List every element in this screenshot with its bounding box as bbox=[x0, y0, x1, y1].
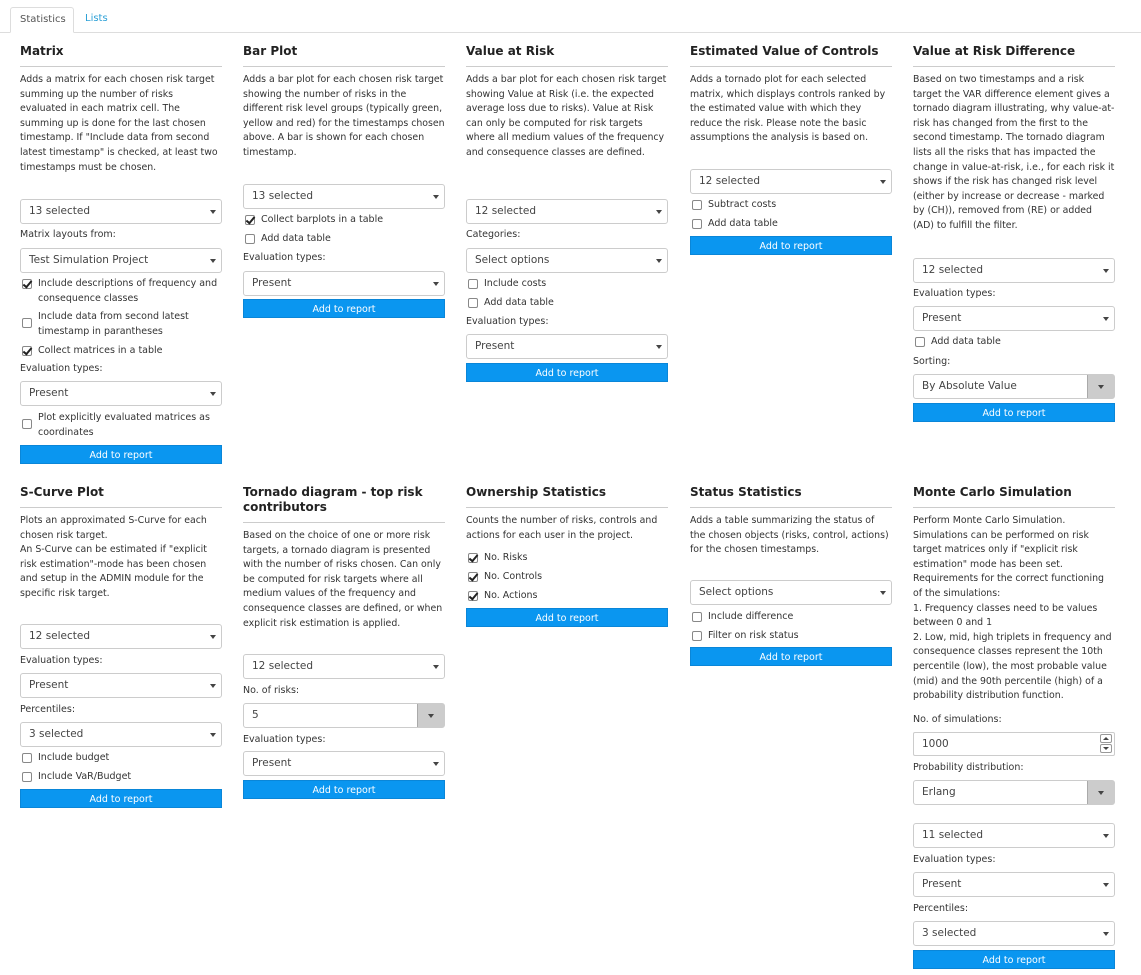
percentiles-label: Percentiles: bbox=[20, 704, 76, 715]
checkbox-checked-icon[interactable] bbox=[22, 346, 32, 356]
risk-targets-select[interactable]: 12 selected bbox=[466, 199, 668, 224]
sorting-label: Sorting: bbox=[913, 356, 951, 367]
matrix-layouts-label: Matrix layouts from: bbox=[20, 229, 116, 240]
collect-barplots-checkbox[interactable]: Collect barplots in a table bbox=[243, 213, 383, 228]
tornado-diagram-card bbox=[243, 485, 445, 805]
evaluation-types-label: Evaluation types: bbox=[20, 655, 103, 666]
card-title: Estimated Value of Controls bbox=[690, 44, 892, 67]
tab-lists[interactable]: Lists bbox=[85, 13, 108, 24]
no-actions-checkbox[interactable]: No. Actions bbox=[466, 589, 538, 604]
no-controls-checkbox[interactable]: No. Controls bbox=[466, 570, 542, 585]
chevron-down-icon bbox=[880, 591, 886, 595]
checkbox-icon[interactable] bbox=[245, 234, 255, 244]
evaluation-types-select[interactable]: Present bbox=[913, 306, 1115, 331]
checkbox-checked-icon[interactable] bbox=[245, 215, 255, 225]
chevron-down-icon bbox=[433, 665, 439, 669]
card-description: Plots an approximated S-Curve for each chosen risk target. An S-Curve can be estimated if "explicit risk estimation"-mode has been chosen and setup in the ADMIN module for the specific risk target. bbox=[20, 515, 207, 599]
include-costs-checkbox[interactable]: Include costs bbox=[466, 277, 546, 292]
no-of-simulations-input[interactable]: 1000 bbox=[913, 732, 1115, 756]
risk-targets-select[interactable]: 12 selected bbox=[20, 624, 222, 649]
card-title: Value at Risk Difference bbox=[913, 44, 1115, 67]
ownership-statistics-card bbox=[466, 485, 668, 630]
include-descriptions-checkbox[interactable]: Include descriptions of frequency and consequence classes bbox=[20, 277, 222, 306]
checkbox-checked-icon[interactable] bbox=[468, 572, 478, 582]
add-to-report-button[interactable]: Add to report bbox=[20, 789, 222, 808]
chevron-down-icon bbox=[1103, 932, 1109, 936]
monte-carlo-simulation-card bbox=[913, 485, 1115, 970]
estimated-value-of-controls-card bbox=[690, 44, 892, 264]
risk-targets-select[interactable]: 12 selected bbox=[913, 258, 1115, 283]
value-at-risk-difference-card bbox=[913, 44, 1115, 424]
chevron-down-icon bbox=[433, 195, 439, 199]
checkbox-icon[interactable] bbox=[22, 753, 32, 763]
add-to-report-button[interactable]: Add to report bbox=[690, 647, 892, 666]
include-var-budget-checkbox[interactable]: Include VaR/Budget bbox=[20, 770, 131, 785]
evaluation-types-select[interactable]: Present bbox=[20, 381, 222, 406]
evaluation-types-select[interactable]: Present bbox=[466, 334, 668, 359]
card-description: Adds a table summarizing the status of the chosen objects (risks, control, actions) for the chosen timestamps. bbox=[690, 515, 889, 556]
evaluation-types-label: Evaluation types: bbox=[913, 854, 996, 865]
chevron-down-icon bbox=[210, 259, 216, 263]
probability-distribution-label: Probability distribution: bbox=[913, 762, 1024, 773]
checkbox-icon[interactable] bbox=[692, 219, 702, 229]
chevron-down-icon bbox=[428, 714, 434, 718]
card-title: Value at Risk bbox=[466, 44, 668, 67]
chevron-down-icon bbox=[1098, 791, 1104, 795]
subtract-costs-checkbox[interactable]: Subtract costs bbox=[690, 198, 776, 213]
add-to-report-button[interactable]: Add to report bbox=[466, 363, 668, 382]
chevron-down-icon bbox=[656, 345, 662, 349]
tab-statistics[interactable]: Statistics bbox=[10, 7, 74, 33]
card-description: Adds a bar plot for each chosen risk target showing the number of risks in the different risk level groups (typically green, yellow and red) for the timestamps chosen above. A bar is shown for each chosen timestamp. bbox=[243, 74, 445, 158]
dropdown-button[interactable] bbox=[1087, 375, 1114, 398]
tabs-divider bbox=[0, 32, 1141, 33]
categories-select[interactable]: Select options bbox=[466, 248, 668, 273]
matrix-layouts-select[interactable]: Test Simulation Project bbox=[20, 248, 222, 273]
no-of-risks-label: No. of risks: bbox=[243, 685, 300, 696]
add-to-report-button[interactable]: Add to report bbox=[466, 608, 668, 627]
s-curve-plot-card bbox=[20, 485, 222, 810]
card-description: Adds a matrix for each chosen risk target summing up the number of risks evaluated in each matrix cell. The summing up is done for the last chosen timestamp. If "Include data from second latest timestamp" is checked, at least two timestamps must be chosen. bbox=[20, 74, 218, 173]
no-of-simulations-label: No. of simulations: bbox=[913, 714, 1002, 725]
dropdown-button[interactable] bbox=[417, 704, 444, 727]
no-risks-checkbox[interactable]: No. Risks bbox=[466, 551, 527, 566]
card-title: Matrix bbox=[20, 44, 222, 67]
card-title: Bar Plot bbox=[243, 44, 445, 67]
risk-targets-select[interactable]: 11 selected bbox=[913, 823, 1115, 848]
add-data-table-checkbox[interactable]: Add data table bbox=[913, 335, 1001, 350]
add-data-table-checkbox[interactable]: Add data table bbox=[243, 232, 331, 247]
checkbox-icon[interactable] bbox=[22, 318, 32, 328]
percentiles-select[interactable]: 3 selected bbox=[20, 722, 222, 747]
chevron-down-icon bbox=[656, 210, 662, 214]
status-statistics-card bbox=[690, 485, 892, 670]
bar-plot-card bbox=[243, 44, 445, 324]
chevron-down-icon bbox=[433, 762, 439, 766]
checkbox-checked-icon[interactable] bbox=[22, 279, 32, 289]
checkbox-checked-icon[interactable] bbox=[468, 591, 478, 601]
number-spinner[interactable] bbox=[1100, 734, 1112, 754]
card-description: Adds a bar plot for each chosen risk target showing Value at Risk (i.e. the expected average loss due to risks). Value at Risk can only be computed for risk targets where all medium values of the frequency and consequence classes are defined. bbox=[466, 74, 667, 158]
chevron-down-icon bbox=[656, 259, 662, 263]
evaluation-types-label: Evaluation types: bbox=[243, 734, 326, 745]
sorting-select[interactable]: By Absolute Value bbox=[913, 374, 1115, 399]
checkbox-icon[interactable] bbox=[22, 772, 32, 782]
plot-explicit-checkbox[interactable]: Plot explicitly evaluated matrices as coordinates bbox=[20, 411, 222, 440]
chevron-down-icon bbox=[1103, 269, 1109, 273]
checkbox-icon[interactable] bbox=[22, 419, 32, 429]
card-title: Ownership Statistics bbox=[466, 485, 668, 508]
include-budget-checkbox[interactable]: Include budget bbox=[20, 751, 109, 766]
objects-select[interactable]: Select options bbox=[690, 580, 892, 605]
chevron-down-icon bbox=[880, 180, 886, 184]
chevron-down-icon bbox=[1098, 385, 1104, 389]
evaluation-types-select[interactable]: Present bbox=[913, 872, 1115, 897]
probability-distribution-select[interactable]: Erlang bbox=[913, 780, 1115, 805]
card-description: Adds a tornado plot for each selected matrix, which displays controls ranked by the estimated value with which they reduce the risk. Please note the basic assumptions the analysis is based on. bbox=[690, 74, 886, 144]
evaluation-types-select[interactable]: Present bbox=[243, 751, 445, 776]
evaluation-types-label: Evaluation types: bbox=[466, 316, 549, 327]
chevron-down-icon bbox=[210, 210, 216, 214]
add-to-report-button[interactable]: Add to report bbox=[243, 780, 445, 799]
card-title: S-Curve Plot bbox=[20, 485, 222, 508]
categories-label: Categories: bbox=[466, 229, 521, 240]
chevron-down-icon bbox=[1103, 883, 1109, 887]
add-to-report-button[interactable]: Add to report bbox=[20, 445, 222, 464]
chevron-down-icon bbox=[1103, 317, 1109, 321]
checkbox-icon[interactable] bbox=[692, 631, 702, 641]
card-title: Status Statistics bbox=[690, 485, 892, 508]
add-to-report-button[interactable]: Add to report bbox=[690, 236, 892, 255]
card-description: Counts the number of risks, controls and actions for each user in the project. bbox=[466, 515, 658, 541]
evaluation-types-label: Evaluation types: bbox=[913, 288, 996, 299]
add-data-table-checkbox[interactable]: Add data table bbox=[690, 217, 778, 232]
chevron-down-icon bbox=[210, 392, 216, 396]
arrow-down-icon[interactable] bbox=[1100, 744, 1112, 753]
risk-targets-select[interactable]: 12 selected bbox=[243, 654, 445, 679]
evaluation-types-label: Evaluation types: bbox=[243, 252, 326, 263]
checkbox-icon[interactable] bbox=[468, 298, 478, 308]
card-description: Based on two timestamps and a risk target the VAR difference element gives a tornado diagram illustrating, why value-at-risk has changed from the first to the second timestamp. The tornado diagram lists all the risks that has impacted the change in value-at-risk, i.e., for each risk it shows if the risk has changed risk level (either by increase or decrease - marked by (CH)), removed from (RE) or added (AD) to fulfill the filter. bbox=[913, 74, 1115, 231]
add-data-table-checkbox[interactable]: Add data table bbox=[466, 296, 554, 311]
card-description: Based on the choice of one or more risk targets, a tornado diagram is presented with the number of risks chosen. Can only be computed for risk targets where all medium values of the frequency and consequence classes are defined, or when explicit risk estimation is applied. bbox=[243, 530, 443, 629]
percentiles-select[interactable]: 3 selected bbox=[913, 921, 1115, 946]
add-to-report-button[interactable]: Add to report bbox=[913, 950, 1115, 969]
checkbox-icon[interactable] bbox=[468, 279, 478, 289]
include-second-latest-checkbox[interactable]: Include data from second latest timestamp in parantheses bbox=[20, 310, 222, 339]
chevron-down-icon bbox=[210, 733, 216, 737]
evaluation-types-label: Evaluation types: bbox=[20, 363, 103, 374]
chevron-down-icon bbox=[1103, 834, 1109, 838]
evaluation-types-select[interactable]: Present bbox=[20, 673, 222, 698]
risk-targets-select[interactable]: 12 selected bbox=[690, 169, 892, 194]
card-description: Perform Monte Carlo Simulation. Simulations can be performed on risk target matrices only if "explicit risk estimation" mode has been set. Requirements for the correct functioning of the simulations: 1. Frequency classes need to be values between 0 and 1 2. Low, mid, high triplets in frequency and consequence classes represent the 10th percentile (low), the most probable value (mid) and the 90th percentile (high) of a probability distribution function. bbox=[913, 515, 1112, 702]
value-at-risk-card bbox=[466, 44, 668, 384]
card-title: Monte Carlo Simulation bbox=[913, 485, 1115, 508]
no-of-risks-select[interactable]: 5 bbox=[243, 703, 445, 728]
arrow-up-icon[interactable] bbox=[1100, 734, 1112, 743]
risk-targets-select[interactable]: 13 selected bbox=[20, 199, 222, 224]
matrix-card bbox=[20, 44, 222, 469]
chevron-down-icon bbox=[210, 635, 216, 639]
dropdown-button[interactable] bbox=[1087, 781, 1114, 804]
checkbox-icon[interactable] bbox=[692, 200, 702, 210]
risk-targets-select[interactable]: 13 selected bbox=[243, 184, 445, 209]
include-difference-checkbox[interactable]: Include difference bbox=[690, 610, 793, 625]
collect-matrices-checkbox[interactable]: Collect matrices in a table bbox=[20, 344, 163, 359]
add-to-report-button[interactable]: Add to report bbox=[243, 299, 445, 318]
chevron-down-icon bbox=[433, 282, 439, 286]
percentiles-label: Percentiles: bbox=[913, 903, 969, 914]
add-to-report-button[interactable]: Add to report bbox=[913, 403, 1115, 422]
checkbox-icon[interactable] bbox=[915, 337, 925, 347]
chevron-down-icon bbox=[210, 684, 216, 688]
filter-risk-status-checkbox[interactable]: Filter on risk status bbox=[690, 629, 799, 644]
checkbox-icon[interactable] bbox=[692, 612, 702, 622]
card-title: Tornado diagram - top risk contributors bbox=[243, 485, 445, 523]
checkbox-checked-icon[interactable] bbox=[468, 553, 478, 563]
evaluation-types-select[interactable]: Present bbox=[243, 271, 445, 296]
